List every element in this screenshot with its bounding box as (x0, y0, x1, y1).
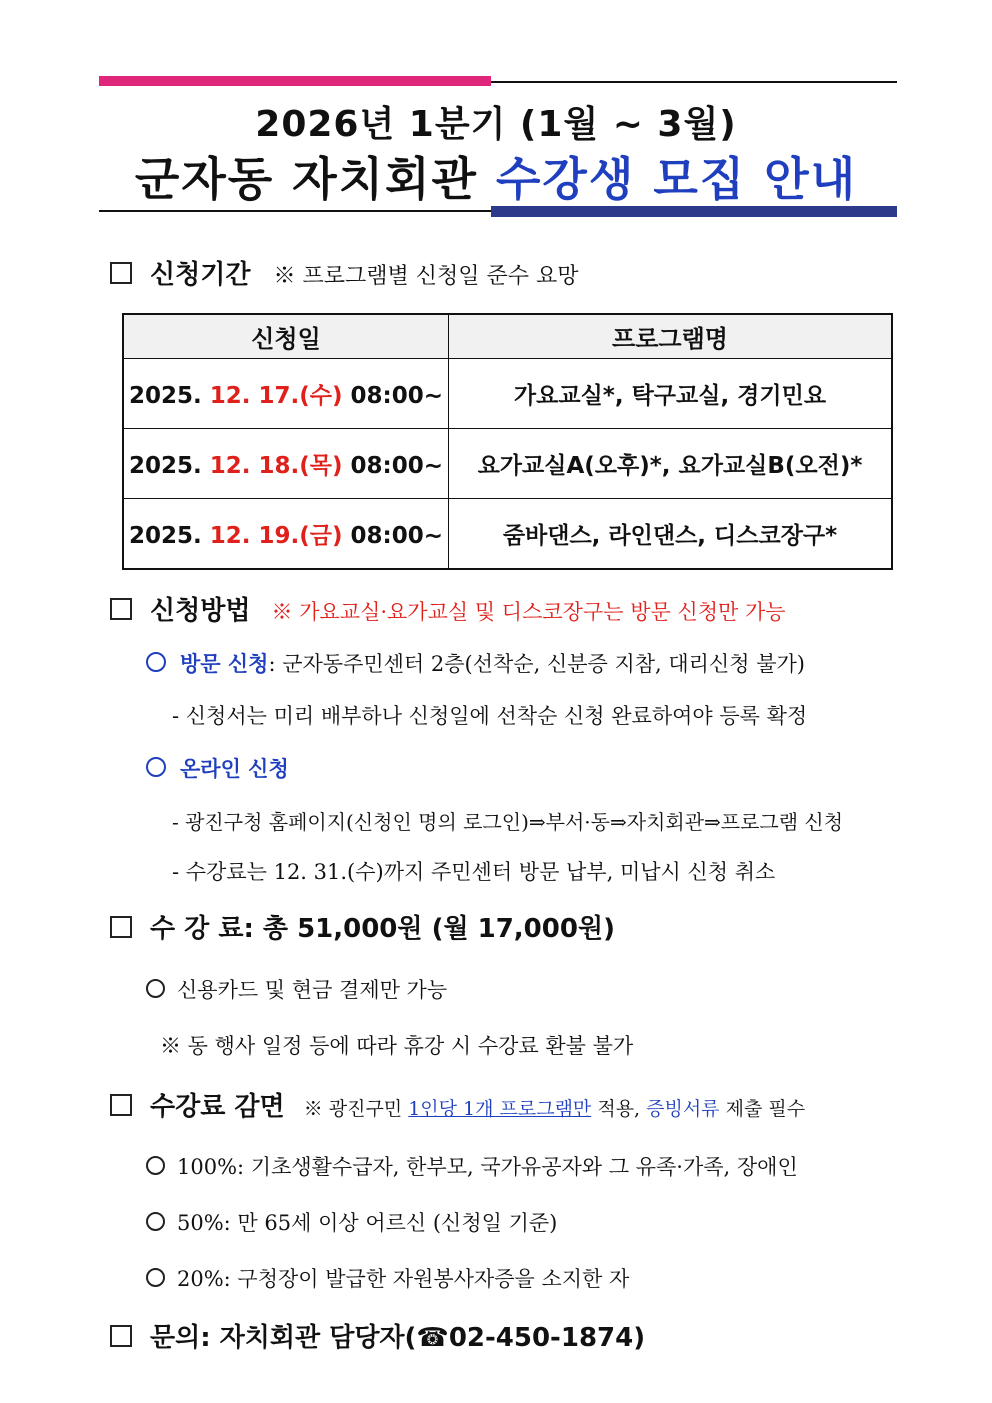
title-rule-top (491, 81, 897, 83)
method-visit-text: : 군자동주민센터 2층(선착순, 신분증 지참, 대리신청 불가) (268, 652, 805, 676)
table-cell-date: 2025. 12. 19.(금) 08:00~ (123, 499, 449, 570)
checkbox-square-icon (110, 598, 132, 620)
fee-note: ※ 동 행사 일정 등에 따라 휴강 시 수강료 환불 불가 (160, 1034, 634, 1058)
method-visit-sub: - 신청서는 미리 배부하나 신청일에 선착순 신청 완료하여야 등록 확정 (172, 704, 808, 728)
fee-item-1: 신용카드 및 현금 결제만 가능 (146, 974, 447, 1004)
title-accent-bar-navy (491, 206, 897, 217)
circle-bullet-icon (146, 979, 165, 998)
table-header-row (123, 314, 892, 359)
discount-item: 20%: 구청장이 발급한 자원봉사자증을 소지한 자 (146, 1263, 629, 1293)
method-online-label: 온라인 신청 (180, 756, 289, 781)
method-visit-label: 방문 신청 (180, 651, 269, 676)
method-visit-line (146, 648, 805, 678)
title-line-2-prefix: 군자동 자치회관 (134, 152, 496, 206)
section-contact-heading: 문의: 자치회관 담당자(☎02-450-1874) (110, 1317, 645, 1354)
title-line-2 (0, 143, 992, 209)
circle-bullet-icon (146, 1156, 165, 1175)
section-period-heading: 신청기간 ※ 프로그램별 신청일 준수 요망 (110, 254, 579, 291)
title-line-2-highlight: 수강생 모집 안내 (496, 152, 858, 206)
circle-bullet-icon (146, 757, 166, 777)
circle-bullet-icon (146, 1268, 165, 1287)
table-cell-date: 2025. 12. 18.(목) 08:00~ (123, 429, 449, 499)
section-discount-heading: 수강료 감면 ※ 광진구민 1인당 1개 프로그램만 적용, 증빙서류 제출 필수 (110, 1086, 805, 1123)
checkbox-square-icon (110, 1325, 132, 1347)
table-header-program: 프로그램명 (449, 314, 893, 359)
circle-bullet-icon (146, 652, 166, 672)
table-header-date: 신청일 (123, 314, 449, 359)
section-fee-heading: 수 강 료: 총 51,000원 (월 17,000원) (110, 908, 615, 945)
title-accent-bar-pink (99, 76, 491, 86)
table-cell-date: 2025. 12. 17.(수) 08:00~ (123, 359, 449, 429)
table-cell-program: 줌바댄스, 라인댄스, 디스코장구* (449, 499, 893, 570)
schedule-table (122, 313, 893, 570)
discount-item: 100%: 기초생활수급자, 한부모, 국가유공자와 그 유족·가족, 장애인 (146, 1151, 798, 1181)
table-row (123, 359, 892, 429)
table-cell-program: 요가교실A(오후)*, 요가교실B(오전)* (449, 429, 893, 499)
period-note: ※ 프로그램별 신청일 준수 요망 (273, 264, 579, 289)
checkbox-square-icon (110, 1094, 132, 1116)
table-row (123, 499, 892, 570)
title-line-1: 2026년 1분기 (1월 ~ 3월) (255, 104, 737, 145)
discount-item: 50%: 만 65세 이상 어르신 (신청일 기준) (146, 1207, 557, 1237)
method-online-line (146, 753, 289, 783)
method-online-sub2: - 수강료는 12. 31.(수)까지 주민센터 방문 납부, 미납시 신청 취소 (172, 860, 776, 884)
checkbox-square-icon (110, 916, 132, 938)
section-method-heading: 신청방법 ※ 가요교실·요가교실 및 디스코장구는 방문 신청만 가능 (110, 590, 786, 627)
checkbox-square-icon (110, 262, 132, 284)
table-cell-program: 가요교실*, 탁구교실, 경기민요 (449, 359, 893, 429)
method-note: ※ 가요교실·요가교실 및 디스코장구는 방문 신청만 가능 (271, 600, 786, 624)
title-rule-bottom (99, 210, 491, 212)
method-online-sub1: - 광진구청 홈페이지(신청인 명의 로그인)⇒부서·동⇒자치회관⇒프로그램 신청 (172, 810, 844, 834)
circle-bullet-icon (146, 1212, 165, 1231)
discount-note: ※ 광진구민 1인당 1개 프로그램만 적용, 증빙서류 제출 필수 (303, 1098, 806, 1120)
table-row (123, 429, 892, 499)
